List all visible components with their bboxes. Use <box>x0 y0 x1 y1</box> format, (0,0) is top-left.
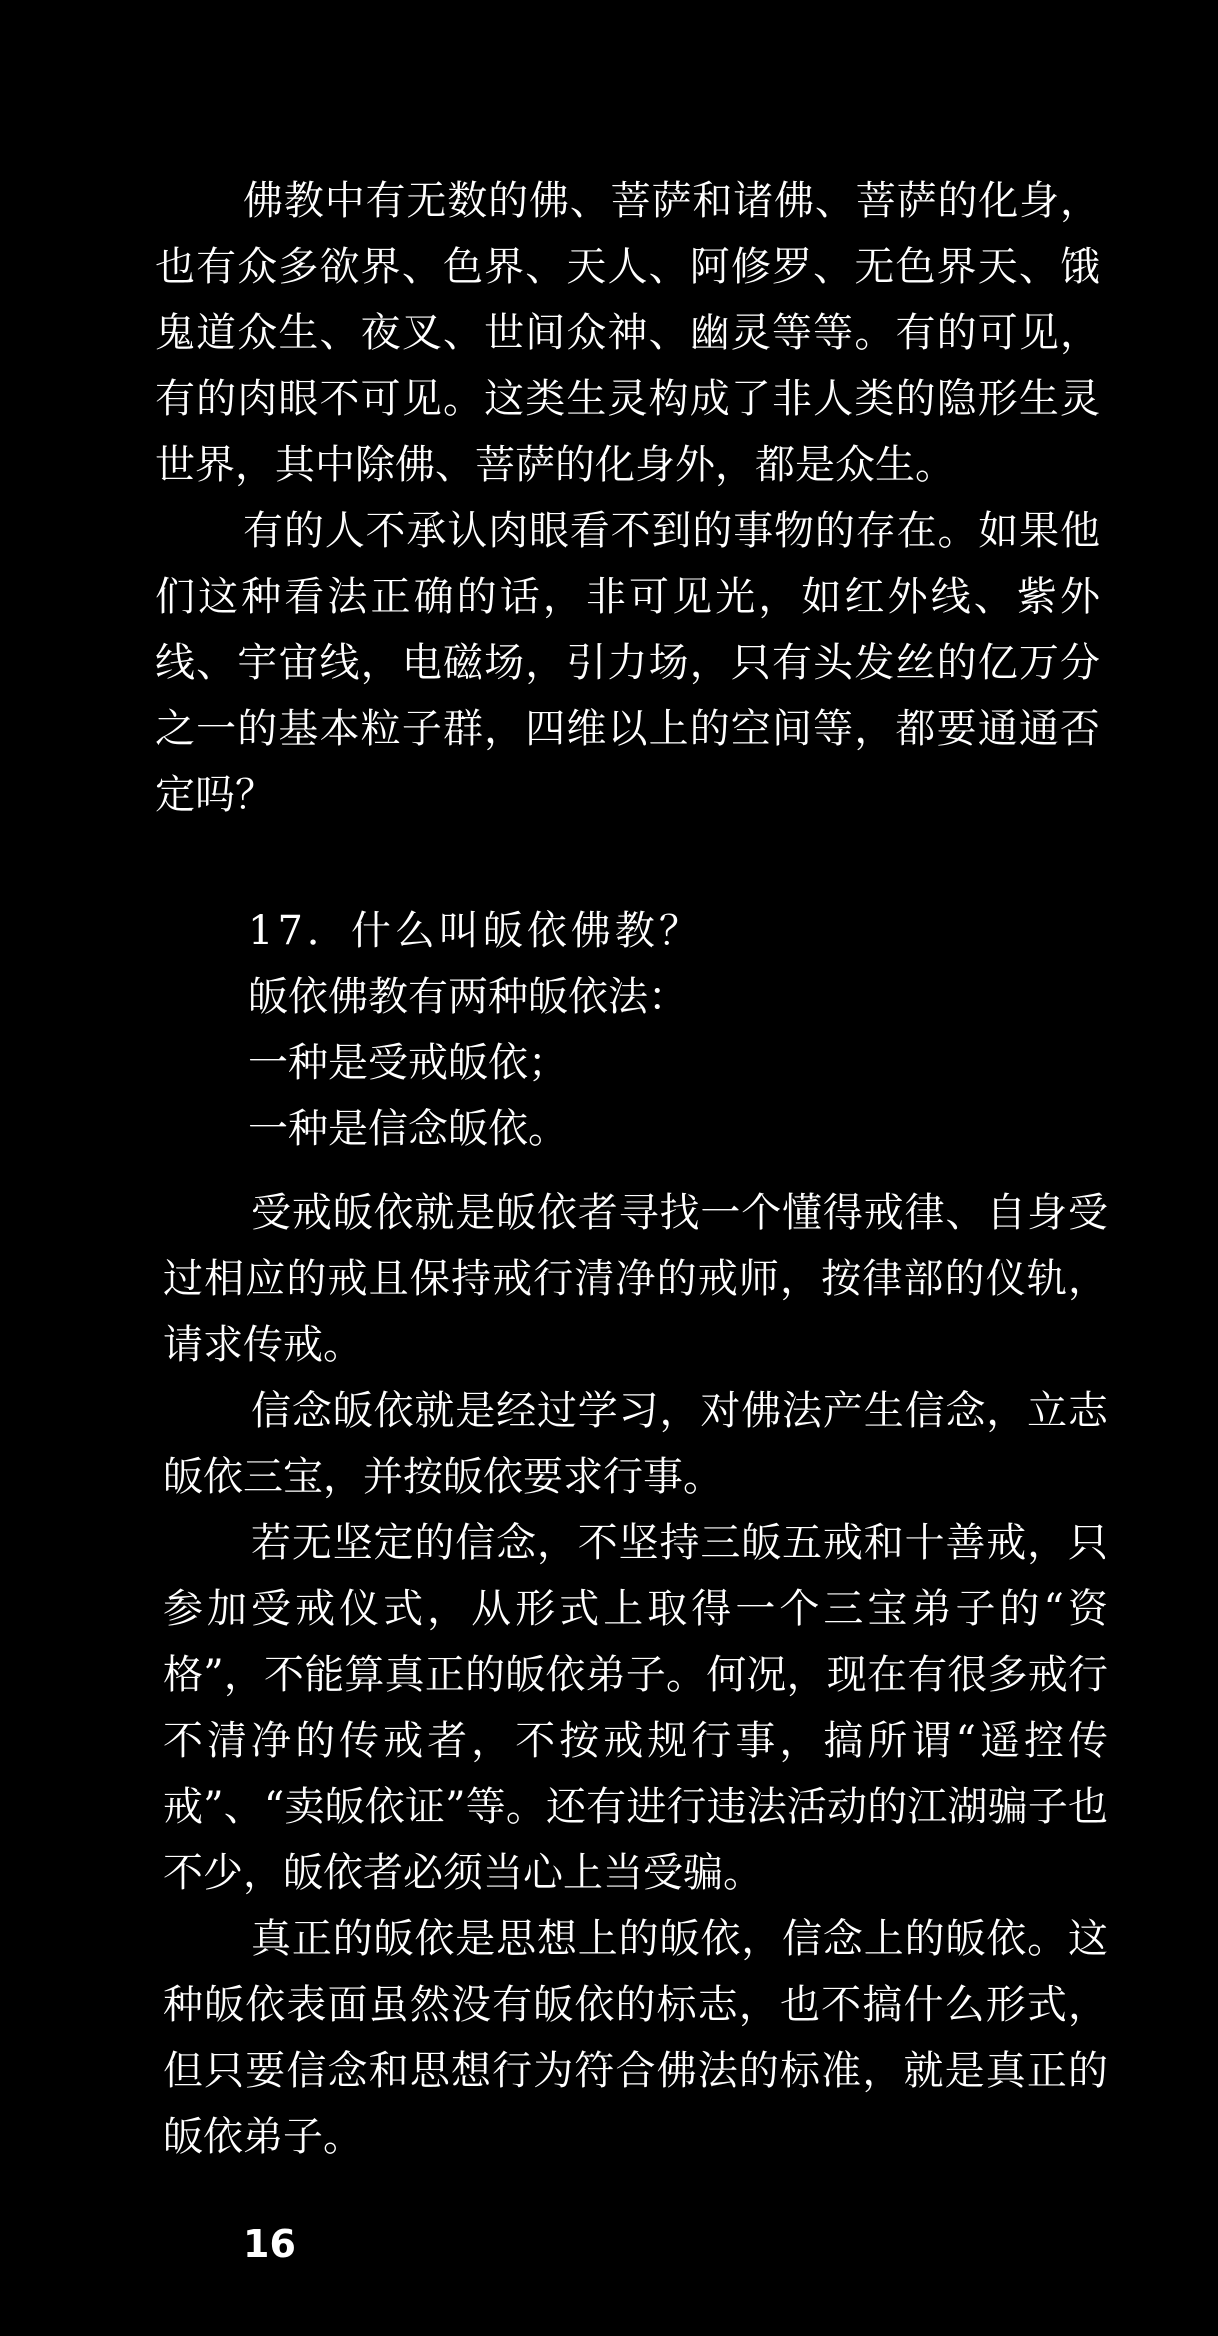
refuge-section-body <box>163 1180 1108 2170</box>
page-number: 16 <box>243 2222 296 2266</box>
paragraph-invisible-beings: 佛教中有无数的佛、菩萨和诸佛、菩萨的化身，也有众多欲界、色界、天人、阿修罗、无色界天、饿鬼道众生、夜叉、世间众神、幽灵等等。有的可见，有的肉眼不可见。这类生灵构成了非人类的隐形生灵世界，其中除佛、菩萨的化身外，都是众生。 <box>155 178 1100 488</box>
paragraph-faith-refuge: 信念皈依就是经过学习，对佛法产生信念，立志皈依三宝，并按皈依要求行事。 <box>163 1388 1108 1500</box>
section-heading: 17．什么叫皈依佛教？ <box>248 908 703 954</box>
paragraph-true-refuge: 真正的皈依是思想上的皈依，信念上的皈依。这种皈依表面虽然没有皈依的标志，也不搞什么形式，但只要信念和思想行为符合佛法的标准，就是真正的皈依弟子。 <box>163 1916 1108 2160</box>
refuge-types-intro: 皈依佛教有两种皈依法： <box>248 974 688 1020</box>
refuge-type-first: 一种是受戒皈依； <box>248 1040 568 1086</box>
refuge-section-header <box>160 898 1105 1162</box>
paragraph-invisible-things: 有的人不承认肉眼看不到的事物的存在。如果他们这种看法正确的话，非可见光，如红外线、紫外线、宇宙线，电磁场，引力场，只有头发丝的亿万分之一的基本粒子群，四维以上的空间等，都要通通否定吗？ <box>155 508 1100 818</box>
paragraph-warning: 若无坚定的信念，不坚持三皈五戒和十善戒，只参加受戒仪式，从形式上取得一个三宝弟子的“资格”，不能算真正的皈依弟子。何况，现在有很多戒行不清净的传戒者，不按戒规行事，搞所谓“遥控传戒”、“卖皈依证”等。还有进行违法活动的江湖骗子也不少，皈依者必须当心上当受骗。 <box>163 1520 1108 1896</box>
intro-section <box>155 168 1100 828</box>
refuge-type-second: 一种是信念皈依。 <box>248 1106 568 1152</box>
paragraph-precept-refuge: 受戒皈依就是皈依者寻找一个懂得戒律、自身受过相应的戒且保持戒行清净的戒师，按律部的仪轨，请求传戒。 <box>163 1190 1108 1368</box>
